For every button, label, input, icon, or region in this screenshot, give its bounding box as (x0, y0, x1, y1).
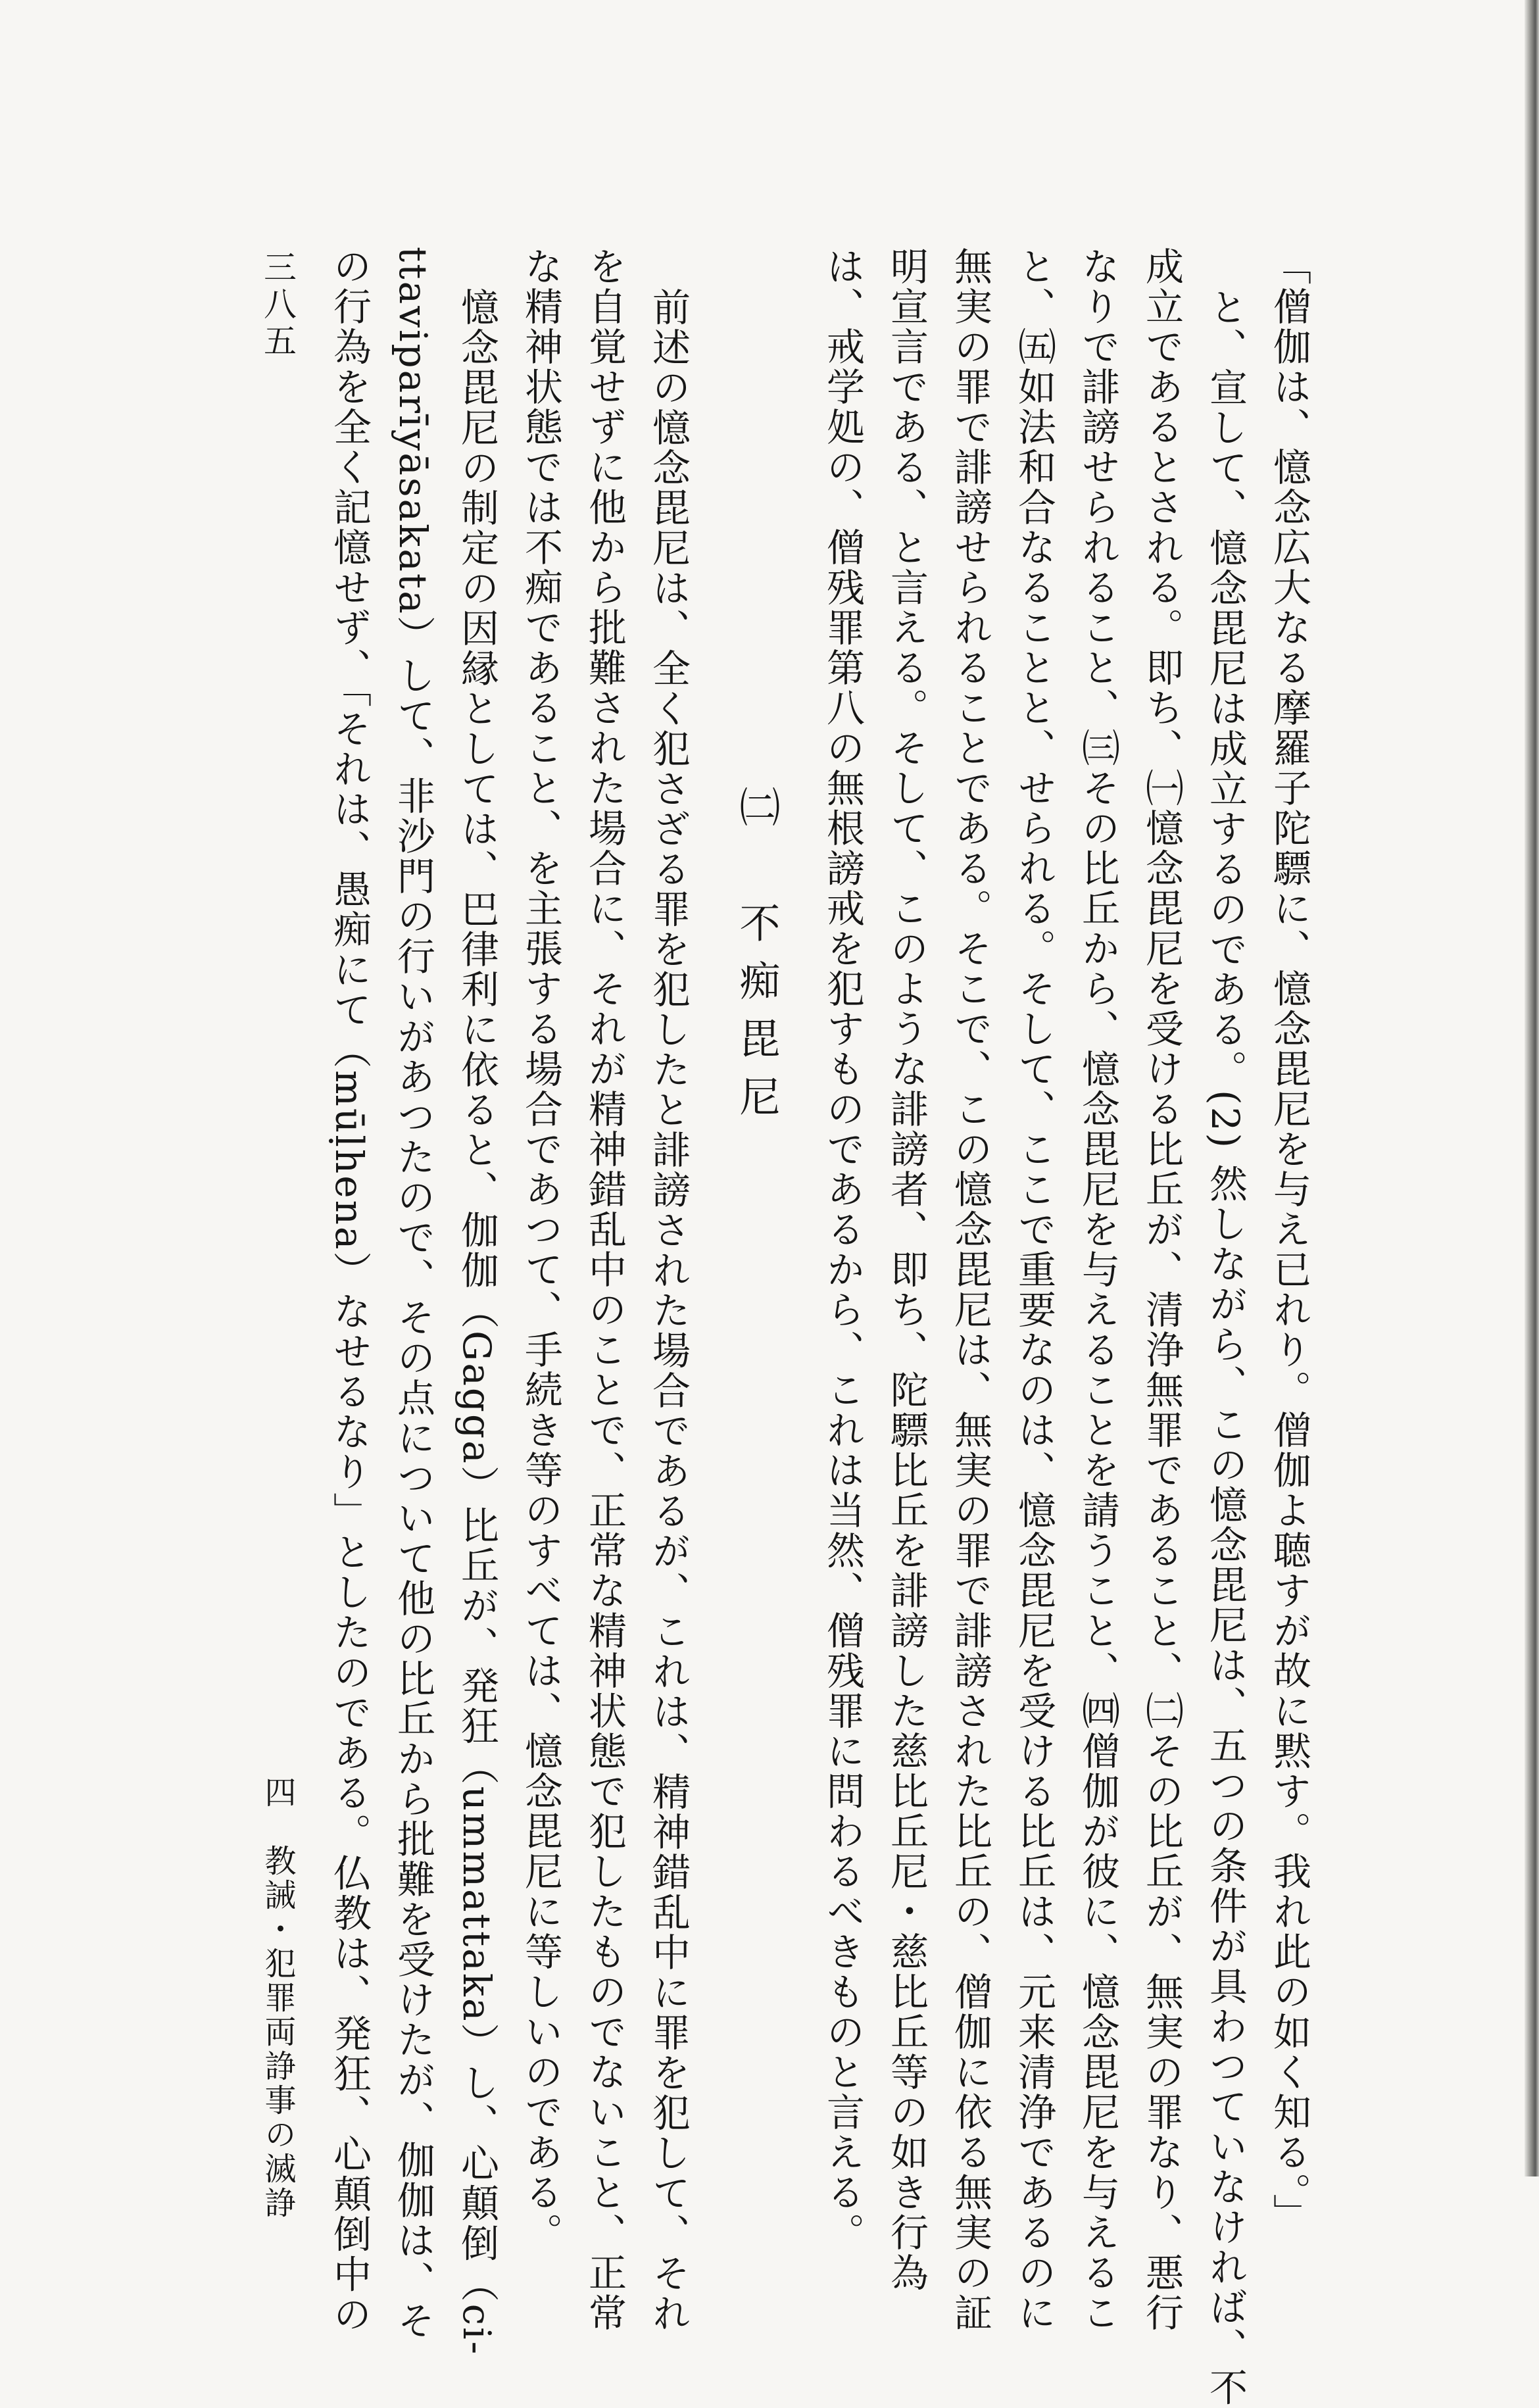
text-column: ttaviparīyāsakata）して、非沙門の行いがあつたので、その点について他の比丘から批難を受けたが、伽伽は、そ (391, 247, 435, 2341)
text-column: と、㈤如法和合なることと、せられる。そして、ここで重要なのは、憶念毘尼を受ける比丘は、元来清浄であるのに (1012, 247, 1056, 2333)
text-column: 成立であるとされる。即ち、㈠憶念毘尼を受ける比丘が、清浄無罪であること、㈡その比丘が、無実の罪なり、悪行 (1139, 247, 1184, 2333)
text-column: 明宣言である、と言える。そして、このような誹謗者、即ち、陀驃比丘を誹謗した慈比丘尼・慈比丘等の如き行為 (884, 247, 929, 2293)
text-column: 「僧伽は、憶念広大なる摩羅子陀驃に、憶念毘尼を与え已れり。僧伽よ聴すが故に黙す。我れ此の如く知る。」 (1267, 247, 1311, 2234)
section-heading: ㈡ 不痴毘尼 (733, 786, 781, 1133)
page-number: 三八五 (258, 250, 297, 360)
text-column: は、戒学処の、僧残罪第八の無根謗戒を犯すものであるから、これは当然、僧残罪に問わるべきものと言える。 (820, 247, 865, 2253)
text-column: 前述の憶念毘尼は、全く犯さざる罪を犯したと誹謗された場合であるが、これは、精神錯乱中に罪を犯して、それ (646, 287, 691, 2334)
text-column: なりで誹謗せられること、㈢その比丘から、憶念毘尼を与えることを請うこと、㈣僧伽が彼に、憶念毘尼を与えるこ (1075, 247, 1120, 2333)
text-column: 無実の罪で誹謗せられることである。そこで、この憶念毘尼は、無実の罪で誹謗された比丘の、僧伽に依る無実の証 (948, 247, 992, 2333)
text-column: 憶念毘尼の制定の因縁としては、巴律利に依ると、伽伽（Gagga）比丘が、発狂（ummattaka）し、心顛倒（ci- (454, 287, 499, 2357)
running-title: 四 教誡・犯罪両諍事の滅諍 (259, 1776, 296, 2221)
text-column: な精神状態では不痴であること、を主張する場合であつて、手続き等のすべては、憶念毘尼に等しいのである。 (518, 247, 563, 2253)
text-column: の行為を全く記憶せず、「それは、愚痴にて（mūḷhena）なせるなり」としたのである。仏教は、発狂、心顛倒中の (327, 247, 372, 2335)
text-column: を自覚せずに他から批難された場合に、それが精神錯乱中のことで、正常な精神状態で犯したものでないこと、正常 (582, 247, 627, 2333)
text-column: と、宣して、憶念毘尼は成立するのである。(2) 然しながら、この憶念毘尼は、五つの条件が具わつていなければ、不 (1203, 287, 1248, 2408)
scan-edge-shadow (1525, 0, 1539, 2176)
